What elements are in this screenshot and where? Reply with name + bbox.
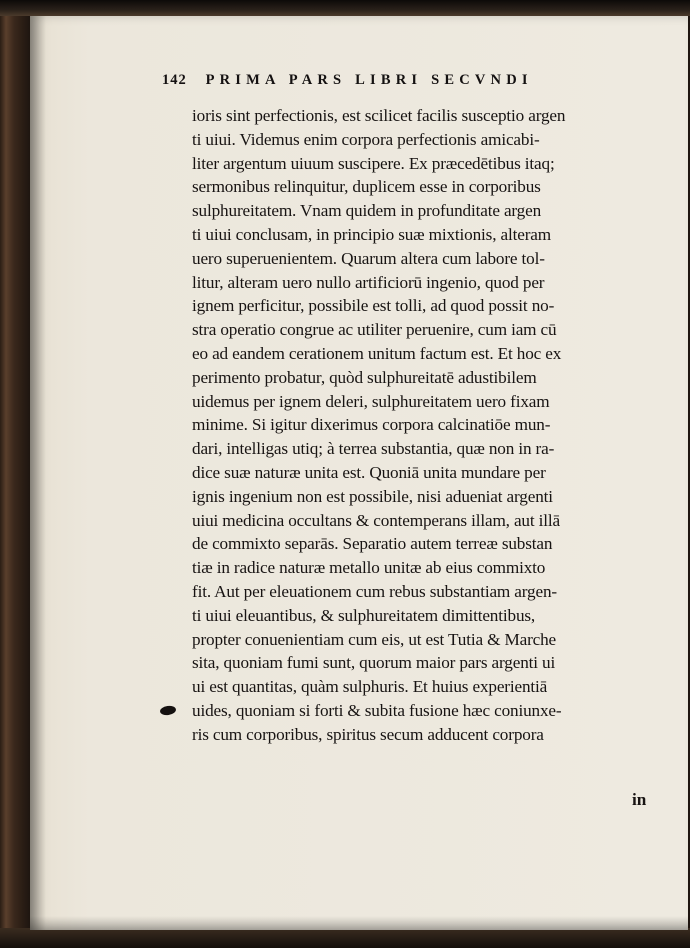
page-number: 142 [162,72,187,88]
text-line: ris cum corporibus, spiritus secum adducent corpora [192,724,544,744]
text-body [192,104,654,747]
page-bottom-shadow [30,916,688,930]
running-head [162,72,622,94]
spine-shadow [30,16,46,930]
text-line: uiui medicina occultans & contemperans illam, aut illā [192,510,561,530]
text-line: sermonibus relinquitur, duplicem esse in corporibus [192,177,541,197]
text-line: ti uiui eleuantibus, & sulphureitatem dimittentibus, [192,605,536,625]
text-line: sita, quoniam fumi sunt, quorum maior pars argenti ui [192,653,556,673]
text-line: de commixto separās. Separatio autem terreæ substan [192,534,553,554]
catchword: in [632,790,647,809]
text-line: tiæ in radice naturæ metallo unitæ ab eius commixto [192,558,546,578]
top-binding-edge [0,0,690,16]
text-line: minime. Si igitur dixerimus corpora calcinatiōe mun- [192,415,551,435]
text-line: stra operatio congrue ac utiliter peruenire, cum iam cū [192,320,557,340]
text-line: ignem perficitur, possibile est tolli, ad quod possit no- [192,296,555,316]
text-line: eo ad eandem cerationem unitum factum est. Et hoc ex [192,343,562,363]
text-line: dari, intelligas utiq; à terrea substantia, quæ non in ra- [192,439,555,459]
text-line: ti uiui. Videmus enim corpora perfectionis amicabi- [192,129,540,149]
bottom-binding-edge [0,928,690,948]
text-line: litur, alteram uero nullo artificiorū ingenio, quod per [192,272,545,292]
text-line: propter conuenientiam cum eis, ut est Tutia & Marche [192,629,557,649]
text-line: perimento probatur, quòd sulphureitatē adustibilem [192,367,537,387]
running-title: PRIMA PARS LIBRI SECVNDI [205,72,533,88]
text-line: uides, quoniam si forti & subita fusione hæc coniunxe- [192,700,562,720]
text-line: dice suæ naturæ unita est. Quoniā unita mundare per [192,462,546,482]
text-line: ui est quantitas, quàm sulphuris. Et huius experientiā [192,677,548,697]
text-line: uidemus per ignem deleri, sulphureitatem uero fixam [192,391,550,411]
text-line: sulphureitatem. Vnam quidem in profunditate argen [192,201,542,221]
text-line: uero superuenientem. Quarum altera cum labore tol- [192,248,545,268]
text-line: fit. Aut per eleuationem cum rebus substantiam argen- [192,581,557,601]
text-line: ioris sint perfectionis, est scilicet facilis susceptio argen [192,106,566,125]
text-line: ignis ingenium non est possibile, nisi adueniat argenti [192,486,553,506]
text-line: liter argentum uiuum suscipere. Ex præcedētibus itaq; [192,153,555,173]
text-line: ti uiui conclusam, in principio suæ mixtionis, alteram [192,224,551,244]
